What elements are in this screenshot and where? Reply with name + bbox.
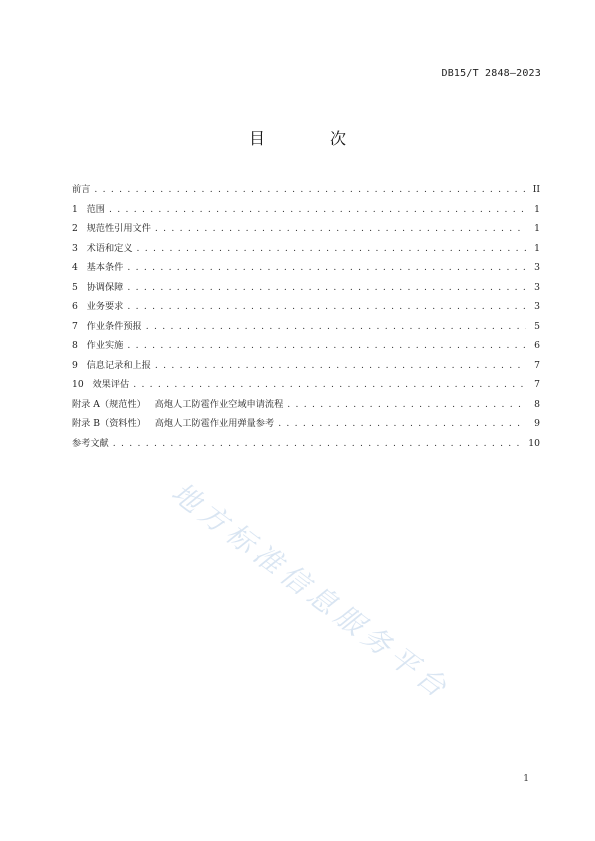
toc-entry-page: 3 <box>534 301 540 312</box>
toc-entry-label: 4 基本条件 <box>72 262 124 273</box>
watermark: 地方标准信息服务平台 <box>165 475 457 707</box>
toc-entry-label: 3 术语和定义 <box>72 242 133 254</box>
toc-entry-implementation[interactable] <box>72 336 540 356</box>
toc-entry-page: II <box>532 184 540 195</box>
toc-entry-label: 8 作业实施 <box>72 340 124 351</box>
toc-entry-appendix-b[interactable] <box>72 414 540 434</box>
toc-entry-basic-conditions[interactable] <box>72 258 540 278</box>
toc-entry-label: 参考文献 <box>72 437 109 449</box>
toc-entry-label: 5 协调保障 <box>72 281 124 293</box>
toc-leader-dots <box>127 258 526 278</box>
toc-leader-dots <box>137 239 526 259</box>
toc-entry-label: 2 规范性引用文件 <box>72 223 151 234</box>
page-title: 目 次 <box>248 129 377 148</box>
table-of-contents <box>72 180 540 453</box>
toc-leader-dots <box>127 278 526 298</box>
toc-leader-dots <box>155 356 526 376</box>
toc-entry-records[interactable] <box>72 356 540 376</box>
toc-entry-page: 7 <box>534 359 540 371</box>
toc-leader-dots <box>133 375 526 395</box>
toc-leader-dots <box>94 180 526 200</box>
toc-entry-label: 7 作业条件预报 <box>72 320 142 332</box>
toc-entry-label: 1 范围 <box>72 203 105 215</box>
toc-entry-page: 1 <box>534 223 540 234</box>
toc-leader-dots <box>287 395 526 415</box>
toc-leader-dots <box>127 297 526 317</box>
toc-entry-label: 附录 A（规范性） 高炮人工防雹作业空域申请流程 <box>72 398 284 410</box>
toc-entry-label: 9 信息记录和上报 <box>72 359 151 371</box>
toc-entry-bibliography[interactable] <box>72 434 540 454</box>
toc-entry-requirements[interactable] <box>72 297 540 317</box>
toc-entry-page: 7 <box>534 379 540 390</box>
toc-entry-appendix-a[interactable] <box>72 395 540 415</box>
toc-entry-label: 前言 <box>72 184 91 195</box>
toc-entry-normative-references[interactable] <box>72 219 540 239</box>
toc-entry-page: 3 <box>534 262 540 273</box>
toc-entry-coordination[interactable] <box>72 278 540 298</box>
toc-leader-dots <box>127 336 526 356</box>
toc-entry-page: 1 <box>534 242 540 254</box>
toc-entry-page: 3 <box>534 281 540 293</box>
toc-entry-page: 1 <box>534 203 540 215</box>
toc-leader-dots <box>278 414 526 434</box>
toc-entry-label: 6 业务要求 <box>72 301 124 312</box>
toc-leader-dots <box>109 200 526 220</box>
toc-entry-evaluation[interactable] <box>72 375 540 395</box>
toc-entry-scope[interactable] <box>72 200 540 220</box>
toc-entry-page: 6 <box>534 340 540 351</box>
toc-leader-dots <box>146 317 526 337</box>
toc-leader-dots <box>113 434 525 454</box>
toc-entry-forecast[interactable] <box>72 317 540 337</box>
toc-entry-page: 5 <box>534 320 540 332</box>
toc-entry-label: 10 效果评估 <box>72 379 130 390</box>
toc-entry-terms[interactable] <box>72 239 540 259</box>
page-number: 1 <box>523 774 529 784</box>
toc-entry-page: 10 <box>528 437 540 449</box>
toc-entry-label: 附录 B（资料性） 高炮人工防雹作业用弹量参考 <box>72 418 275 429</box>
toc-entry-foreword[interactable] <box>72 180 540 200</box>
document-code: DB15/T 2848—2023 <box>441 68 541 79</box>
toc-leader-dots <box>155 219 526 239</box>
toc-entry-page: 8 <box>534 398 540 410</box>
toc-entry-page: 9 <box>534 418 540 429</box>
